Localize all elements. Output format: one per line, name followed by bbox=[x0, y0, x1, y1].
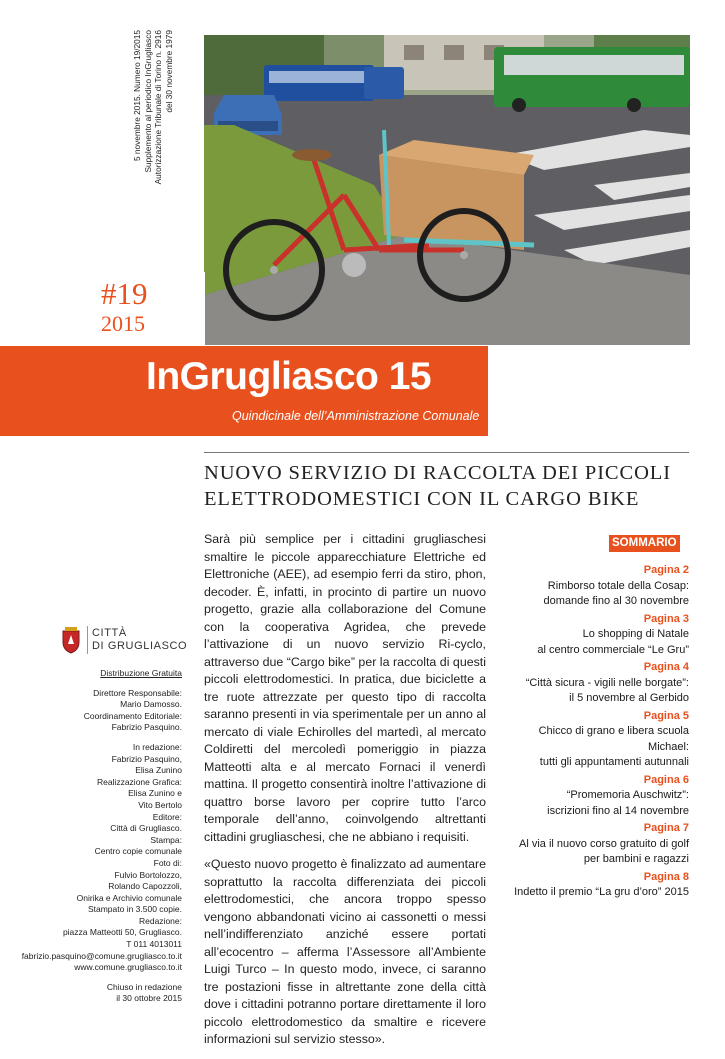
issue-year: 2015 bbox=[101, 311, 145, 336]
credits-line: Fulvio Bortolozzo, bbox=[114, 869, 182, 880]
sommario-text: il 5 novembre al Gerbido bbox=[569, 692, 689, 704]
sommario-text: iscrizioni fino al 14 novembre bbox=[547, 804, 689, 817]
credits-line: Coordinamento Editoriale: bbox=[83, 710, 182, 721]
sommario-item bbox=[498, 660, 689, 707]
credits-line: il 30 ottobre 2015 bbox=[116, 993, 182, 1004]
credits-line: Editore: bbox=[152, 811, 182, 822]
issue-number: #19 bbox=[101, 276, 148, 311]
article-paragraph: «Questo nuovo progetto è finalizzato ad aumentare soprattutto la raccolta differenziata dei piccoli elettrodomestici, che ancora troppo spesso vengono abbandonati vicino ai cassonetti o messi nell’indifferenziato anziché essere portati all’ecocentro – afferma l’Assessore all’Ambiente Luigi Turco – In questo modo, invece, ci saranno tre postazioni fisse in altrettante zone della città dove i cittadini potranno portare direttamente il loro piccolo elettrodomestico da smaltire e ricevere informazioni sul servizio stesso». bbox=[204, 857, 486, 1046]
city-logo-line: CITTÀ bbox=[92, 627, 127, 639]
sommario-text: Lo shopping di Natale bbox=[582, 628, 689, 640]
headline: NUOVO SERVIZIO DI RACCOLTA DEI PICCOLI ELETTRODOMESTICI CON IL CARGO BIKE bbox=[204, 462, 671, 510]
masthead-subtitle: Quindicinale dell’Amministrazione Comunale bbox=[232, 409, 480, 423]
credits-line: Direttore Responsabile: bbox=[93, 687, 182, 698]
credits-line: Città di Grugliasco. bbox=[110, 823, 182, 834]
credits-line: Onirika e Archivio comunale bbox=[76, 892, 182, 903]
sommario-item bbox=[498, 870, 689, 901]
city-logo-text bbox=[92, 627, 187, 653]
sommario-page: Pagina 5 bbox=[643, 709, 689, 722]
credits-line: In redazione: bbox=[132, 741, 182, 752]
sommario-text: per bambini e ragazzi bbox=[583, 853, 689, 865]
credits-line: Fabrizio Pasquino. bbox=[111, 722, 182, 733]
credits-line: Centro copie comunale bbox=[94, 846, 182, 857]
credits-line: Rolando Capozzoli, bbox=[108, 881, 182, 892]
sommario-text: domande fino al 30 novembre bbox=[543, 595, 689, 607]
credits-line: Chiuso in redazione bbox=[106, 981, 182, 992]
colophon-line: Autorizzazione Tribunale di Torino n. 2916 bbox=[153, 30, 163, 185]
colophon-line: 5 novembre 2015. Numero 19/2015 bbox=[132, 30, 142, 161]
sommario-item bbox=[498, 612, 689, 659]
headline-rule bbox=[204, 452, 689, 453]
logo-divider bbox=[87, 626, 88, 654]
credits-line: Elisa Zunino bbox=[135, 765, 182, 776]
sommario-text: “Città sicura - vigili nelle borgate”: bbox=[525, 676, 689, 689]
article-body bbox=[204, 531, 486, 1059]
sommario-text: al centro commerciale “Le Gru” bbox=[537, 643, 689, 656]
sommario-text: Chicco di grano e libera scuola Michael: bbox=[538, 725, 689, 753]
credits-email[interactable]: fabrizio.pasquino@comune.grugliasco.to.it bbox=[21, 950, 182, 961]
masthead-title: InGrugliasco 15 bbox=[146, 355, 432, 398]
credits-line: Stampato in 3.500 copie. bbox=[87, 904, 182, 915]
credits-website[interactable]: www.comune.grugliasco.to.it bbox=[74, 962, 182, 973]
credits-line: Mario Damosso. bbox=[120, 699, 182, 710]
sommario-list bbox=[498, 563, 689, 903]
credits-line: T 011 4013011 bbox=[126, 939, 182, 950]
sommario-text: Rimborso totale della Cosap: bbox=[547, 579, 689, 592]
credits bbox=[20, 668, 182, 1005]
sommario-item bbox=[498, 563, 689, 610]
credits-distribution: Distribuzione Gratuita bbox=[100, 668, 182, 678]
sommario-page: Pagina 4 bbox=[643, 661, 689, 673]
sommario-page: Pagina 3 bbox=[643, 612, 689, 625]
sommario-page: Pagina 6 bbox=[643, 773, 689, 786]
sommario-item bbox=[498, 773, 689, 820]
sommario-item bbox=[498, 709, 689, 771]
credits-line: Foto di: bbox=[153, 857, 182, 868]
credits-line: Redazione: bbox=[138, 915, 182, 926]
city-crest-icon bbox=[60, 626, 82, 659]
credits-line: Vito Bertolo bbox=[138, 799, 182, 810]
sommario-item bbox=[498, 821, 689, 868]
city-logo-line: DI GRUGLIASCO bbox=[92, 640, 188, 652]
credits-line: Elisa Zunino e bbox=[128, 788, 182, 799]
credits-line: Fabrizio Pasquino, bbox=[111, 753, 182, 764]
sommario-page: Pagina 7 bbox=[643, 822, 689, 834]
sommario-text: Indetto il premio “La gru d’oro” 2015 bbox=[514, 886, 689, 898]
credits-line: piazza Matteotti 50, Grugliasco. bbox=[62, 927, 182, 938]
sommario-text: Al via il nuovo corso gratuito di golf bbox=[519, 837, 689, 850]
sommario-text: tutti gli appuntamenti autunnali bbox=[539, 756, 689, 768]
colophon-line: del 30 novembre 1979 bbox=[163, 30, 174, 113]
sommario-text: “Promemoria Auschwitz”: bbox=[566, 789, 689, 801]
sommario-heading: SOMMARIO bbox=[609, 535, 680, 552]
cover-photo bbox=[204, 35, 690, 345]
sommario-page: Pagina 8 bbox=[643, 870, 689, 883]
credits-line: Realizzazione Grafica: bbox=[96, 776, 182, 787]
colophon-line: Supplemento al periodico InGrugliasco bbox=[142, 30, 153, 173]
credits-line: Stampa: bbox=[150, 834, 182, 845]
colophon bbox=[132, 30, 192, 200]
article-paragraph: Sarà più semplice per i cittadini grugliaschesi smaltire le piccole apparecchiature Elettriche ed Elettroniche (AEE), ad esempio ferri da stiro, phon, decoder. È, infatti, in procinto di partire un nuovo progetto, grazie alla collaborazione del Comune con la cooperativa Agridea, che prevede l’attivazione di un nuovo servizio Ri-cyclo, attraverso due “Cargo bike” per la raccolta di questi piccoli elettrodomestici. In pratica, due biciclette a tre ruote attrezzate per questo tipo di raccolta saranno presenti in via sperimentale per un anno al mercato di viale Echirolles del martedì, al mercato Coldiretti del mercoledì pomeriggio in piazza Matteotti alta e al mercato Fornaci il venerdì mattina. Il progetto consentirà inoltre l’attivazione di quattro borse lavoro per coprire tutto l’arco temporale dell’anno, coinvolgendo altrettanti cittadini grugliaschesi, che ne abbiano i requisiti. bbox=[204, 532, 486, 844]
sommario-page: Pagina 2 bbox=[643, 564, 689, 576]
